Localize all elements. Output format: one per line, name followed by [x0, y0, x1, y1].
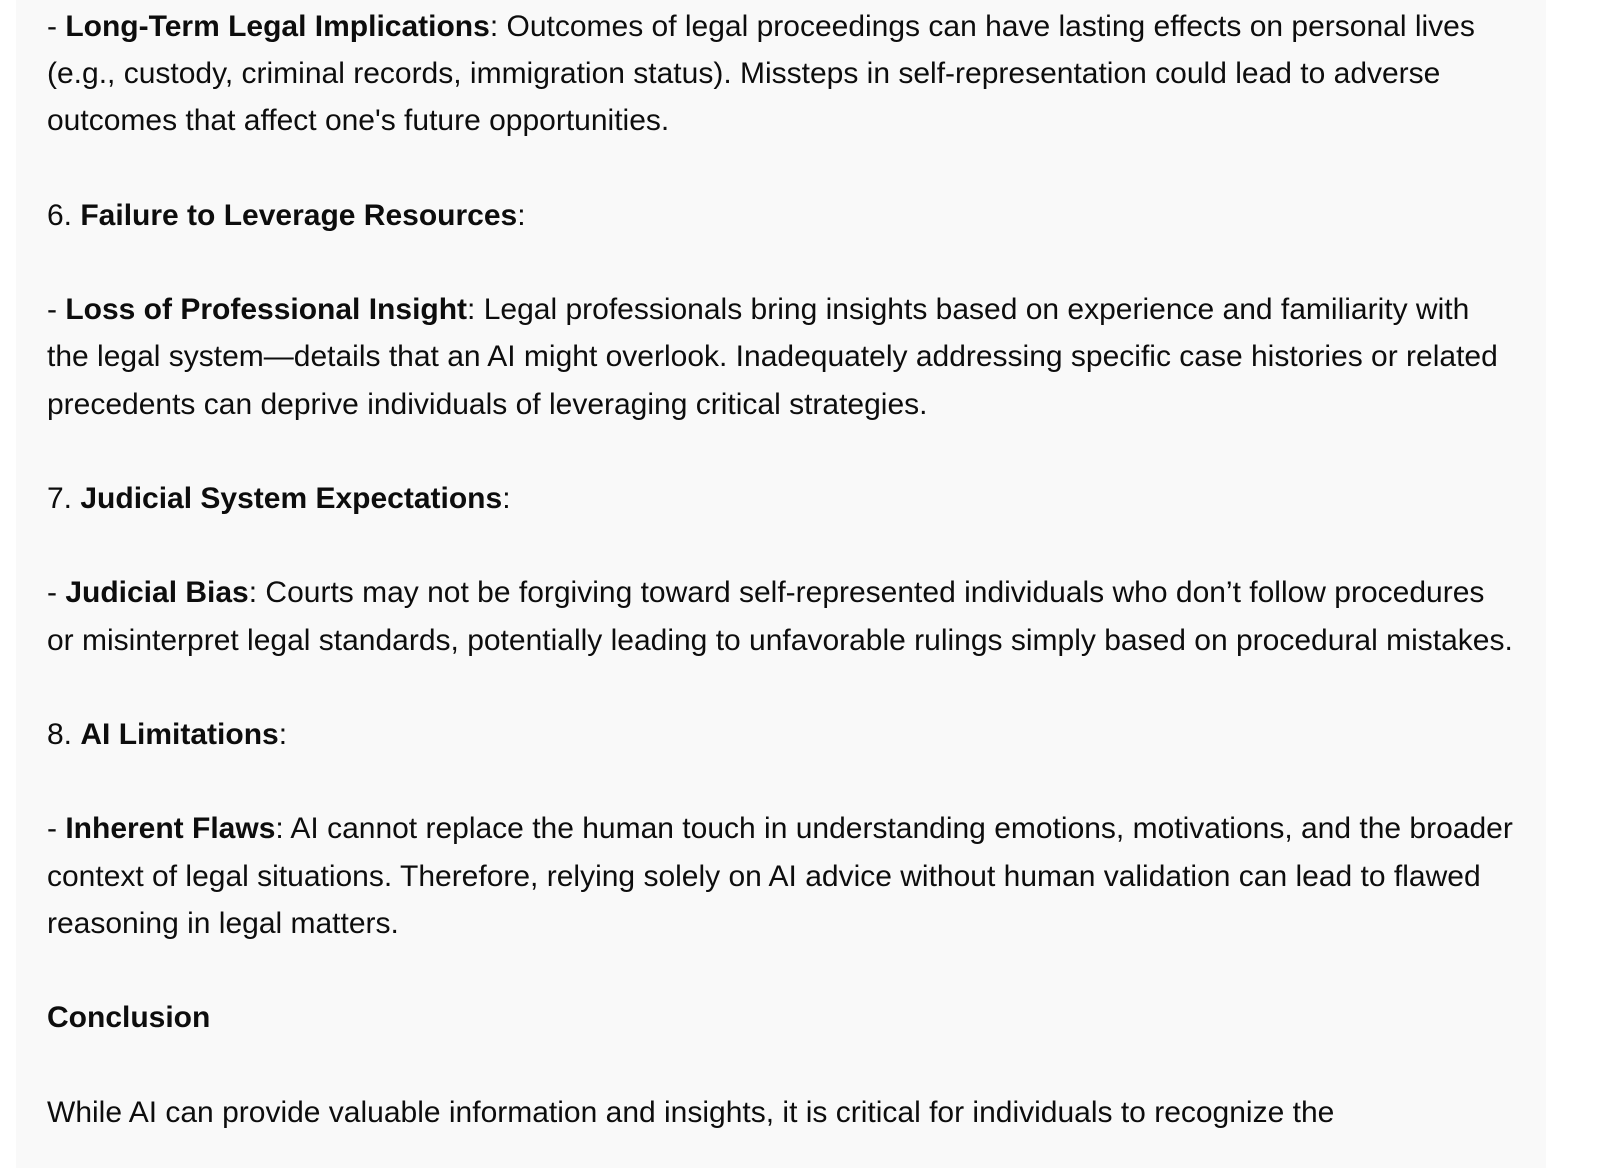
item-heading: Long-Term Legal Implications — [65, 10, 490, 43]
item-prefix: - — [47, 576, 66, 610]
item-heading: Judicial Bias — [65, 576, 249, 610]
message-panel — [16, 0, 1546, 1168]
message-content — [47, 3, 1517, 1168]
item-heading: Failure to Leverage Resources — [80, 198, 518, 232]
item-prefix: 6. — [47, 198, 81, 232]
item-heading: AI Limitations — [80, 717, 279, 751]
section-heading-8 — [47, 711, 1517, 758]
conclusion-heading — [47, 994, 1517, 1041]
item-text: : Courts may not be forgiving toward self-represented individuals who don’t follow procedures or misinterpret legal standards, potentially leading to unfavorable rulings simply based on procedural mistakes. — [47, 576, 1513, 657]
section-heading-7 — [47, 475, 1517, 522]
item-prefix: - — [47, 10, 66, 43]
item-text: : — [502, 481, 511, 515]
item-text: : AI cannot replace the human touch in understanding emotions, motivations, and the broader context of legal situations. Therefore, relying solely on AI advice without human validation can lead to flawed reasoning in legal matters. — [47, 812, 1513, 940]
section-heading-6 — [47, 192, 1517, 239]
list-item-professional-insight — [47, 286, 1517, 428]
item-prefix: 7. — [47, 481, 81, 515]
item-text: : — [278, 717, 288, 751]
item-text: : — [517, 198, 526, 232]
list-item-judicial-bias — [47, 569, 1517, 663]
item-prefix: 8. — [47, 717, 81, 751]
list-item-inherent-flaws — [47, 805, 1517, 947]
item-heading: Judicial System Expectations — [80, 481, 503, 515]
conclusion-partial-line: While AI can provide valuable information and insights, it is critical for individuals to recognize the — [47, 1095, 1335, 1129]
item-text: : Legal professionals bring insights based on experience and familiarity with the legal system—details that an AI might overlook. Inadequately addressing specific case histories or related precedents can deprive individuals of leveraging critical strategies. — [47, 293, 1498, 421]
list-item-long-term-legal — [47, 3, 1517, 145]
item-text: : Outcomes of legal proceedings can have lasting effects on personal lives (e.g., custody, criminal records, immigration status). Missteps in self-representation could lead to adverse outcomes that affect one's future opportunities. — [47, 10, 1475, 138]
item-heading: Loss of Professional Insight — [65, 293, 468, 327]
item-prefix: - — [47, 812, 66, 846]
item-heading: Conclusion — [47, 1001, 211, 1035]
item-prefix: - — [47, 293, 66, 327]
item-heading: Inherent Flaws — [65, 812, 276, 846]
